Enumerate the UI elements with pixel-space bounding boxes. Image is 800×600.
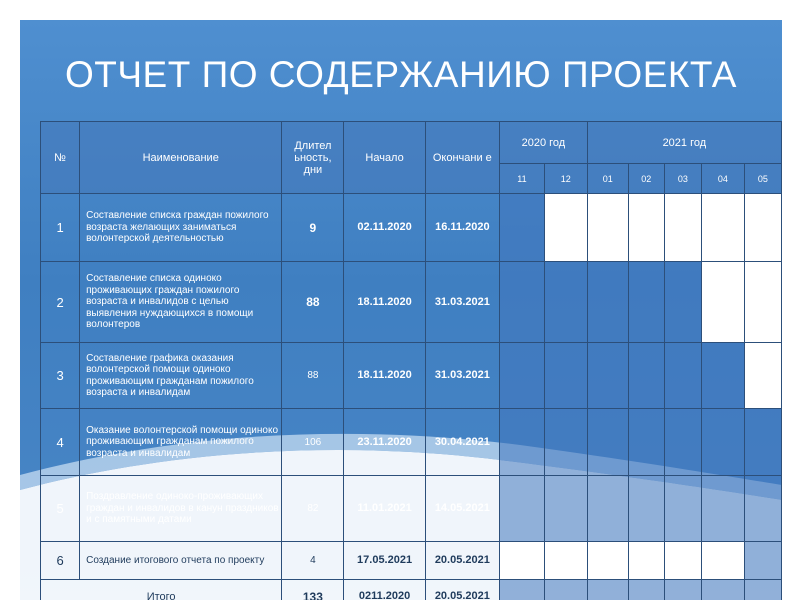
- gantt-cell: [500, 409, 545, 476]
- gantt-cell: [628, 476, 664, 542]
- gantt-cell: [544, 262, 587, 343]
- row-number: 3: [41, 343, 80, 409]
- row-start: 23.11.2020: [344, 409, 425, 476]
- header-duration: Длител ьность, дни: [282, 122, 344, 194]
- row-start: 02.11.2020: [344, 194, 425, 262]
- page-title: ОТЧЕТ ПО СОДЕРЖАНИЮ ПРОЕКТА: [65, 54, 737, 95]
- gantt-cell: [544, 476, 587, 542]
- row-end: 31.03.2021: [425, 262, 499, 343]
- gantt-cell: [587, 476, 628, 542]
- gantt-cell: [544, 343, 587, 409]
- header-year-2020: 2020 год: [500, 122, 588, 164]
- gantt-cell: [500, 194, 545, 262]
- gantt-cell: [544, 409, 587, 476]
- gantt-cell: [587, 580, 628, 600]
- gantt-cell: [628, 343, 664, 409]
- gantt-cell: [628, 409, 664, 476]
- month-11: 11: [500, 164, 545, 194]
- row-name: Составление графика оказания волонтерской помощи одиноко проживающим гражданам пожилого возраста и инвалидам: [80, 343, 282, 409]
- row-duration: 4: [282, 542, 344, 580]
- gantt-cell: [701, 409, 744, 476]
- total-label: Итого: [41, 580, 282, 600]
- gantt-cell: [701, 343, 744, 409]
- row-number: 1: [41, 194, 80, 262]
- gantt-cell: [628, 542, 664, 580]
- gantt-cell: [744, 343, 781, 409]
- month-04: 04: [701, 164, 744, 194]
- row-end: 14.05.2021: [425, 476, 499, 542]
- gantt-cell: [587, 542, 628, 580]
- row-duration: 88: [282, 343, 344, 409]
- table-row: [41, 194, 782, 262]
- total-start: 0211.2020: [344, 580, 425, 600]
- gantt-cell: [664, 542, 701, 580]
- table-row: [41, 409, 782, 476]
- gantt-cell: [628, 580, 664, 600]
- gantt-cell: [544, 542, 587, 580]
- row-name: Поздравление одиноко-проживающих граждан и инвалидов в канун праздников и с памятными датами: [80, 476, 282, 542]
- total-duration: 133: [282, 580, 344, 600]
- gantt-cell: [544, 194, 587, 262]
- header-no: №: [41, 122, 80, 194]
- row-number: 6: [41, 542, 80, 580]
- total-row: [41, 580, 782, 600]
- row-name: Оказание волонтерской помощи одиноко проживающим гражданам пожилого возраста и инвалидам: [80, 409, 282, 476]
- gantt-cell: [664, 580, 701, 600]
- row-start: 18.11.2020: [344, 343, 425, 409]
- row-start: 11.01.2021: [344, 476, 425, 542]
- row-number: 4: [41, 409, 80, 476]
- row-duration: 106: [282, 409, 344, 476]
- row-name: Создание итогового отчета по проекту: [80, 542, 282, 580]
- row-duration: 9: [282, 194, 344, 262]
- gantt-cell: [664, 343, 701, 409]
- row-duration: 82: [282, 476, 344, 542]
- gantt-cell: [500, 542, 545, 580]
- gantt-cell: [664, 476, 701, 542]
- table-row: [41, 343, 782, 409]
- gantt-cell: [701, 194, 744, 262]
- gantt-cell: [628, 194, 664, 262]
- row-name: Составление списка граждан пожилого возраста желающих заниматься волонтерской деятельностью: [80, 194, 282, 262]
- gantt-cell: [744, 409, 781, 476]
- project-table: [40, 121, 782, 600]
- row-number: 5: [41, 476, 80, 542]
- gantt-cell: [587, 262, 628, 343]
- row-end: 16.11.2020: [425, 194, 499, 262]
- header-start: Начало: [344, 122, 425, 194]
- gantt-cell: [587, 194, 628, 262]
- table-row: [41, 262, 782, 343]
- gantt-cell: [744, 194, 781, 262]
- row-end: 20.05.2021: [425, 542, 499, 580]
- row-start: 17.05.2021: [344, 542, 425, 580]
- gantt-cell: [701, 542, 744, 580]
- gantt-cell: [544, 580, 587, 600]
- table-row: [41, 476, 782, 542]
- row-end: 30.04.2021: [425, 409, 499, 476]
- month-02: 02: [628, 164, 664, 194]
- month-03: 03: [664, 164, 701, 194]
- gantt-cell: [701, 476, 744, 542]
- gantt-cell: [664, 194, 701, 262]
- gantt-cell: [587, 343, 628, 409]
- header-name: Наименование: [80, 122, 282, 194]
- total-end: 20.05.2021: [425, 580, 499, 600]
- row-duration: 88: [282, 262, 344, 343]
- header-end: Окончани е: [425, 122, 499, 194]
- gantt-cell: [628, 262, 664, 343]
- gantt-cell: [500, 580, 545, 600]
- month-01: 01: [587, 164, 628, 194]
- gantt-cell: [587, 409, 628, 476]
- gantt-cell: [664, 262, 701, 343]
- slide: [20, 20, 782, 600]
- header-year-2021: 2021 год: [587, 122, 781, 164]
- row-start: 18.11.2020: [344, 262, 425, 343]
- gantt-cell: [744, 542, 781, 580]
- gantt-cell: [744, 476, 781, 542]
- gantt-cell: [500, 262, 545, 343]
- row-end: 31.03.2021: [425, 343, 499, 409]
- month-05: 05: [744, 164, 781, 194]
- gantt-cell: [500, 343, 545, 409]
- month-12: 12: [544, 164, 587, 194]
- row-number: 2: [41, 262, 80, 343]
- gantt-cell: [664, 409, 701, 476]
- gantt-cell: [744, 262, 781, 343]
- table-row: [41, 542, 782, 580]
- gantt-cell: [701, 580, 744, 600]
- gantt-cell: [744, 580, 781, 600]
- row-name: Составление списка одиноко проживающих граждан пожилого возраста и инвалидов с целью выявления нуждающихся в помощи волонтеров: [80, 262, 282, 343]
- gantt-cell: [500, 476, 545, 542]
- gantt-cell: [701, 262, 744, 343]
